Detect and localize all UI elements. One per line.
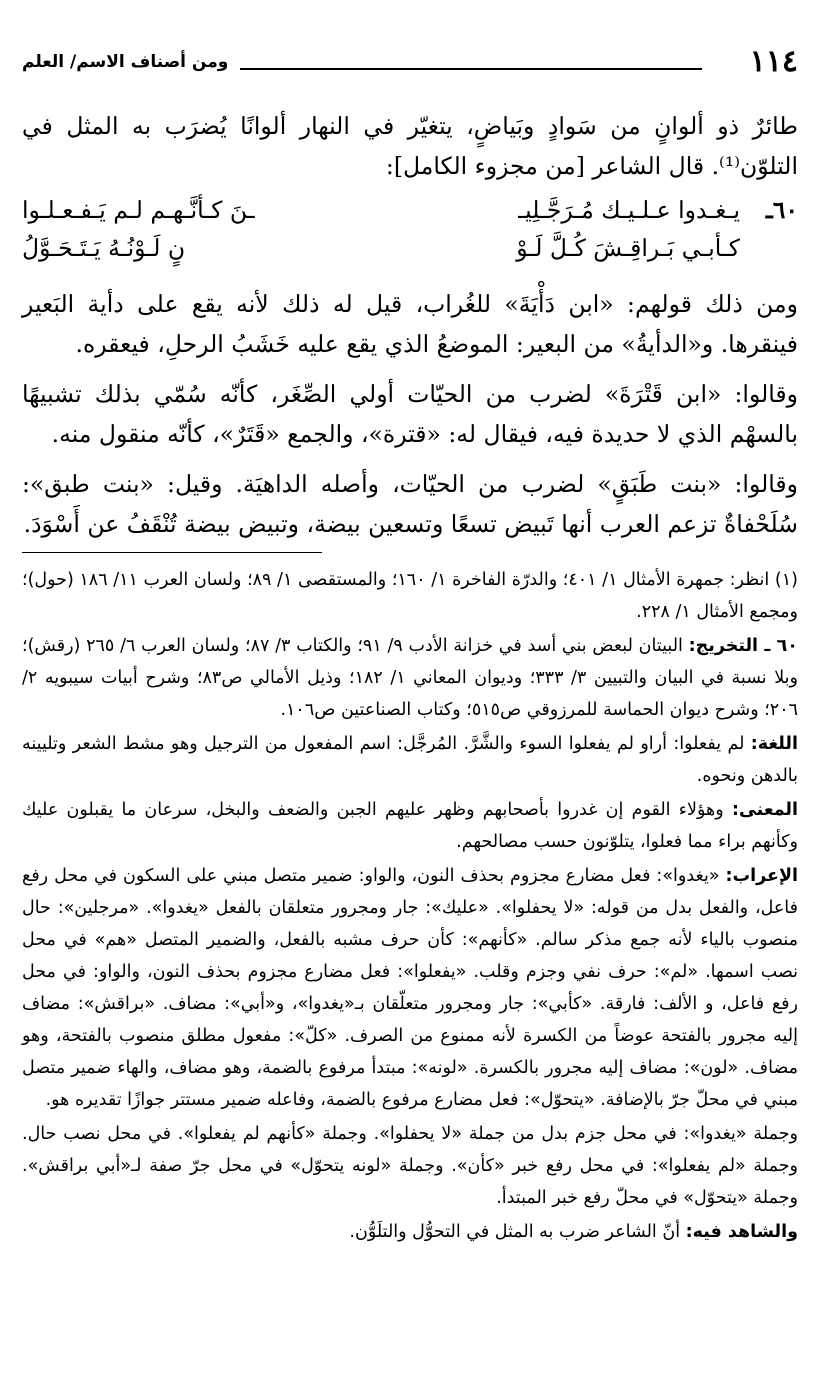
page-number: ١١٤ — [749, 44, 798, 79]
note-label: اللغة: — [750, 734, 798, 754]
note-text: «يغدوا»: فعل مضارع مجزوم بحذف النون، والواو: ضمير متصل مبني على السكون في محل رفع فاعل، والفعل بدل من قوله: «لا يحفلوا». «عليك»: جار ومجرور متعلقان بالفعل «يغدوا». «مرجلين»: حال منصوب بالياء لأنه جمع مذكر سالم. «كأنهم»: كأن حرف مشبه بالفعل، والضمير المتصل «هم» في محل نصب اسمها. «لم»: حرف نفي وجزم وقلب. «يفعلوا»: فعل مضارع مجزوم بحذف النون، والواو: في محل رفع فاعل، و الألف: فارقة. «كأبي»: جار ومجرور متعلّقان بـ«يغدوا»، و«أبي»: مضاف. «براقش»: مضاف إليه مجرور بالفتحة عوضاً من الكسرة لأنه ممنوع من الصرف. «كلّ»: مفعول مطلق منصوب بالفتحة، وهو مضاف. «لون»: مضاف إليه مجرور بالكسرة. «لونه»: مبتدأ مرفوع بالضمة، وهو مضاف، والهاء ضمير متصل مبني في محلّ جرّ بالإضافة. «يتحوّل»: فعل مضارع مرفوع بالضمة، وفاعله ضمير مستتر جوازًا تقديره هو. — [22, 866, 798, 1110]
verse-hemistich-left-2: نٍ لَـوْنُـهُ يَـتَـحَـوَّلُ — [22, 234, 186, 262]
footnotes — [22, 564, 798, 1250]
paragraph-4: وقالوا: «بنت طَبَقٍ» لضرب من الحيّات، وأصله الداهيَة. وقيل: «بنت طبق»: سُلَحْفاةٌ تزعم العرب أنها تَبيض تسعًا وتسعين بيضة، وتبيض بيضة تُنْقَفُ عن أَسْوَدَ. — [22, 470, 798, 538]
verse-hemistich-left-1: ـنَ كـأنَّـهـم لـم يَـفـعـلـوا — [22, 196, 255, 224]
footnote-1: (١) انظر: جمهرة الأمثال ١/ ٤٠١؛ والدرّة الفاخرة ١/ ١٦٠؛ والمستقصى ١/ ٨٩؛ ولسان العرب ١١/ ١٨٦ (حول)؛ ومجمع الأمثال ١/ ٢٢٨. — [22, 570, 798, 622]
page-header — [22, 44, 798, 84]
note-label: المعنى: — [731, 800, 798, 820]
paragraph-1: طائرٌ ذو ألوانٍ من سَوادٍ وبَياضٍ، يتغيّر في النهار ألوانًا يُضرَب به المثل في التلوّن⁽¹⁾. قال الشاعر [من مجزوء الكامل]: — [22, 112, 798, 180]
footnote-separator — [22, 552, 322, 553]
note-shahid — [22, 1216, 798, 1248]
note-mana — [22, 794, 798, 858]
note-jumal: وجملة «يغدوا»: في محل جزم بدل من جملة «لا يحفلوا». وجملة «كأنهم لم يفعلوا». في محل نصب حال. وجملة «لم يفعلوا»: في محل رفع خبر «كأن». وجملة «لونه يتحوّل» في محل جرّ صفة لـ«أبي براقش». وجملة «يتحوّل» في محلّ رفع خبر المبتدأ. — [22, 1124, 798, 1208]
header-rule — [240, 68, 702, 70]
verse-hemistich-right-2: كـأبـي بَـراقِـشَ كُـلَّ لَـوْ — [516, 234, 740, 262]
paragraph-3: وقالوا: «ابن قَتْرَةَ» لضرب من الحيّات أولي الصِّغَر، كأنّه سُمّي بذلك تشبيهًا بالسهْم الذي لا حديدة فيه، فيقال له: «قترة»، والجمع «قَتَرٌ»، كأنّه منقول منه. — [22, 380, 798, 448]
note-lugha — [22, 728, 798, 792]
note-label: الإعراب: — [725, 866, 798, 886]
note-text: لم يفعلوا: أراو لم يفعلوا السوء والشَّرَّ. المُرجَّل: اسم المفعول من الترجيل وهو مشط الشعر وتليينه بالدهن ونحوه. — [22, 734, 798, 786]
note-irab — [22, 860, 798, 1116]
paragraph-2: ومن ذلك قولهم: «ابن دَأْيَةَ» للغُراب، قيل له ذلك لأنه يقع على دأية البَعير فينقرها. و«الدأيةُ» من البعير: الموضعُ الذي يقع عليه خَشَبُ الرحلِ، فيعقره. — [22, 290, 798, 358]
note-label: والشاهد فيه: — [685, 1222, 798, 1242]
running-title: ومن أصناف الاسم/ العلم — [22, 52, 229, 72]
note-label: ٦٠ ـ التخريج: — [688, 636, 798, 656]
main-text-continued — [22, 284, 798, 554]
poem-verse — [22, 196, 798, 276]
main-text — [22, 106, 798, 190]
note-text: وهؤلاء القوم إن غدروا بأصحابهم وظهر عليهم الجبن والضعف والبخل، سرعان ما يقبلون عليك وكأنهم براء مما فعلوا، يتلوّنون حسب مصالحهم. — [22, 800, 798, 852]
note-text: أنّ الشاعر ضرب به المثل في التحوُّل والتلَوُّن. — [349, 1222, 686, 1242]
verse-hemistich-right-1: يـغـدوا عـلـيـك مُـرَجَّـلِيـ — [518, 196, 740, 224]
note-takhrij — [22, 630, 798, 726]
verse-number: ٦٠ـ — [765, 196, 798, 224]
note-text: البيتان لبعض بني أسد في خزانة الأدب ٩/ ٩١؛ والكتاب ٣/ ٨٧؛ ولسان العرب ٦/ ٢٦٥ (رقش)؛ وبلا نسبة في البيان والتبيين ٣/ ٣٣٣؛ وديوان المعاني ١/ ١٨٢؛ وذيل الأمالي ص٨٣؛ وشرح أبيات سيبويه ٢/ ٢٠٦؛ وشرح ديوان الحماسة للمرزوقي ص٥١٥؛ وكتاب الصناعتين ص١٠٦. — [22, 636, 798, 720]
